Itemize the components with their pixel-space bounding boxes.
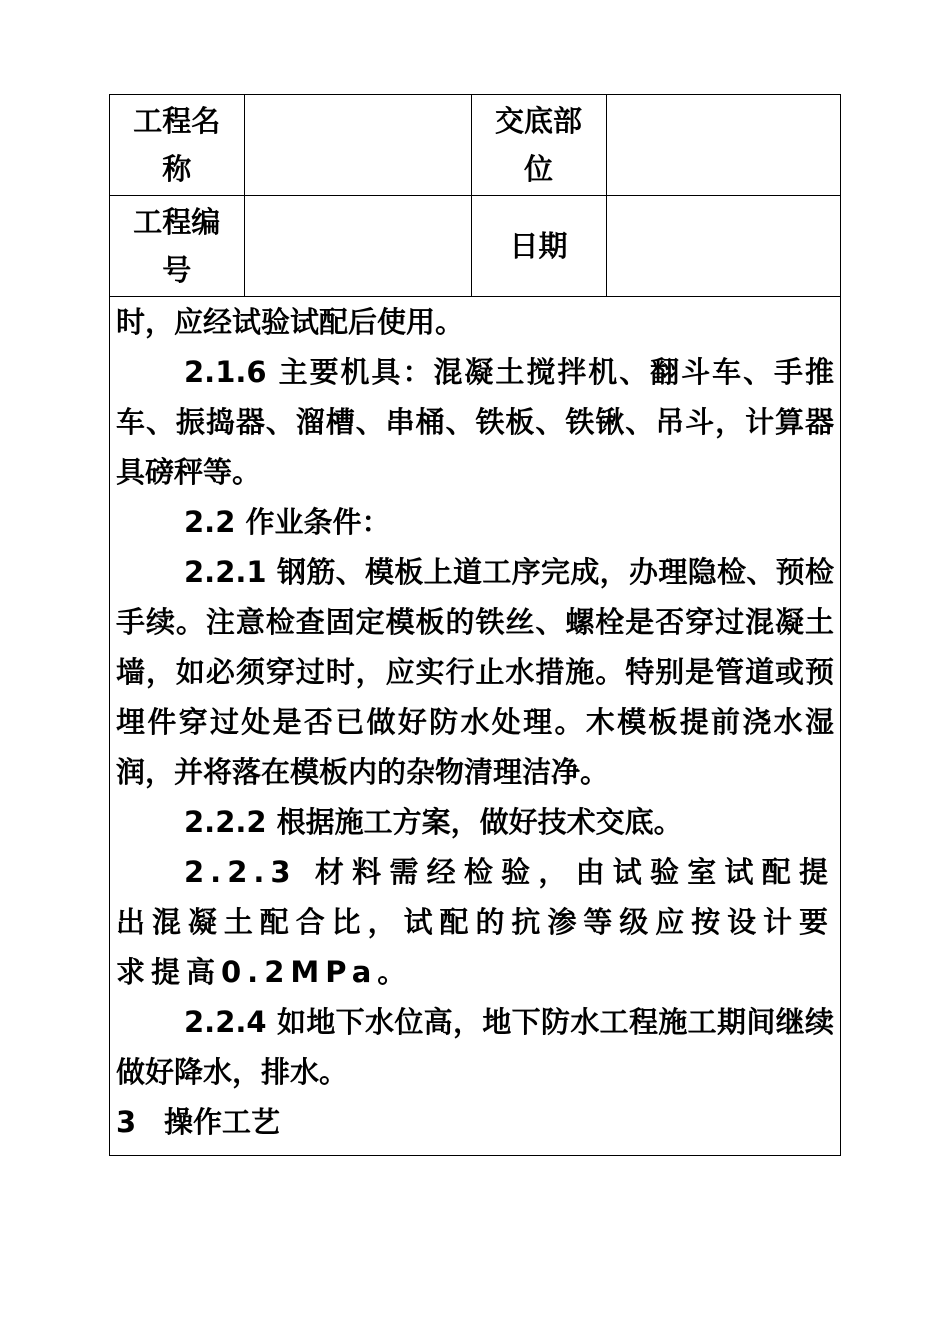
paragraph-2-2-1: 2.2.1 钢筋、模板上道工序完成，办理隐检、预检手续。注意检查固定模板的铁丝、螺栓是否穿过混凝土墙，如必须穿过时，应实行止水措施。特别是管道或预埋件穿过处是否已做好防水处理。木模板提前浇水湿润，并将落在模板内的杂物清理洁净。 — [116, 555, 834, 789]
project-name-label-cell — [110, 95, 244, 196]
project-no-label-cell — [110, 196, 244, 297]
section-label: 交底部位 — [494, 104, 582, 186]
paragraph-2-2: 2.2 作业条件： — [184, 505, 391, 539]
project-name-value — [244, 95, 471, 196]
paragraph-2-2-3: 2.2.3 材料需经检验，由试验室试配提出混凝土配合比，试配的抗渗等级应按设计要求提高0.2MPa。 — [116, 855, 834, 989]
date-label-cell — [471, 196, 606, 297]
project-no-value — [244, 196, 471, 297]
section-heading-number: 3 — [116, 1105, 137, 1139]
section-label-cell — [471, 95, 606, 196]
document-sheet — [109, 94, 841, 1156]
section-heading-text: 操作工艺 — [164, 1105, 281, 1139]
paragraph-2-2-4: 2.2.4 如地下水位高，地下防水工程施工期间继续做好降水，排水。 — [116, 1005, 834, 1089]
paragraph-continuation: 时，应经试验试配后使用。 — [116, 305, 465, 339]
header-row-1 — [110, 95, 840, 196]
project-name-label: 工程名称 — [133, 104, 221, 186]
body-content — [110, 297, 840, 1155]
date-label: 日期 — [509, 229, 568, 263]
header-table — [110, 95, 840, 297]
date-value — [606, 196, 840, 297]
header-row-2 — [110, 196, 840, 297]
section-heading — [116, 1097, 834, 1147]
paragraph-2-1-6: 2.1.6 主要机具：混凝土搅拌机、翻斗车、手推车、振捣器、溜槽、串桶、铁板、铁锹、吊斗，计算器具磅秤等。 — [116, 355, 834, 489]
project-no-label: 工程编号 — [133, 205, 221, 287]
paragraph-2-2-2: 2.2.2 根据施工方案，做好技术交底。 — [184, 805, 683, 839]
section-value — [606, 95, 840, 196]
